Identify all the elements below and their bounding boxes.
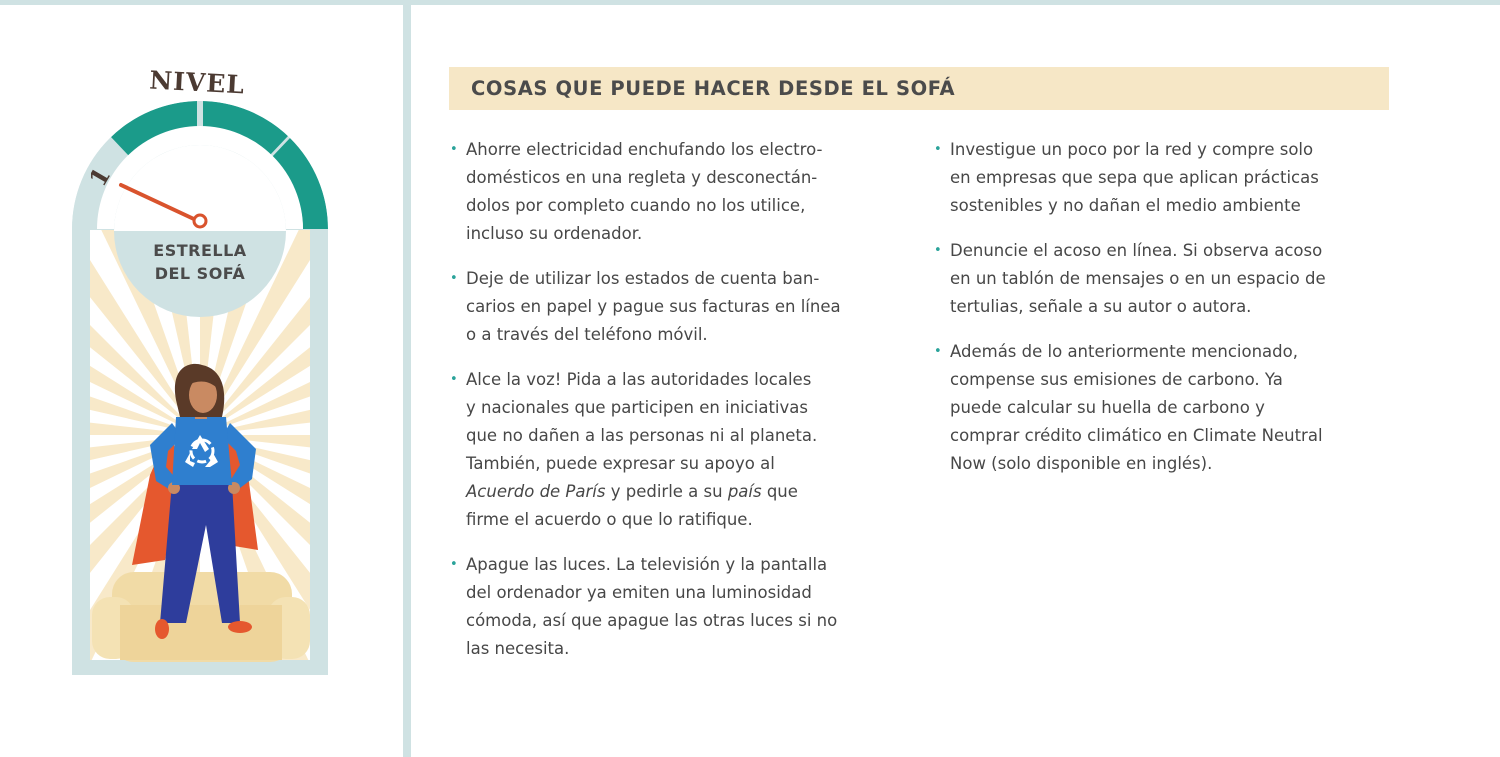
list-item: • Alce la voz! Pida a las autoridades locales y nacionales que participen en iniciativas que no dañen a las personas ni al planeta. También, puede expresar su apoyo al Acuerdo de París y pedirle a su país que firme el acuerdo o que lo ratifique. [449,366,901,534]
sofa [92,572,310,662]
superhero-illustration [0,5,403,757]
country-text: país [727,482,762,501]
list-item: • Investigue un poco por la red y compre solo en empresas que sepa que aplican prácticas sostenibles y no dañan el medio ambiente [933,136,1393,220]
level-number: 1 [82,162,117,192]
level-illustration [0,5,403,757]
bullet-icon: • [934,142,942,157]
section-header [449,67,1389,110]
list-item: • Apague las luces. La televisión y la pantalla del ordenador ya emiten una luminosidad cómoda, así que apague las otras luces si no las necesita. [449,551,901,663]
badge-line-2: DEL SOFÁ [154,264,246,283]
hero-torso [172,417,232,485]
gauge-pivot [194,215,206,227]
vertical-divider [403,0,411,757]
list-item: • Deje de utilizar los estados de cuenta ban- carios en papel y pague sus facturas en línea o a través del teléfono móvil. [449,265,901,349]
list-item: • Ahorre electricidad enchufando los electro- domésticos en una regleta y desconectán- dolos por completo cuando no los utilice, incluso su ordenador. [449,136,901,248]
bullet-icon: • [450,557,458,572]
list-item: • Denuncie el acoso en línea. Si observa acoso en un tablón de mensajes o en un espacio de tertulias, señale a su autor o autora. [933,237,1393,321]
bullet-icon: • [934,243,942,258]
paris-agreement-text: Acuerdo de París [466,482,606,501]
bullet-icon: • [450,271,458,286]
right-column [933,136,1393,495]
list-item: • Además de lo anteriormente mencionado, compense sus emisiones de carbono. Ya puede calcular su huella de carbono y comprar crédito climático en Climate Neutral Now (solo disponible en inglés). [933,338,1393,478]
left-column [449,136,901,680]
bullet-icon: • [934,344,942,359]
bullet-icon: • [450,372,458,387]
badge-line-1: ESTRELLA [153,241,247,260]
section-title: COSAS QUE PUEDE HACER DESDE EL SOFÁ [471,77,956,100]
bullet-icon: • [450,142,458,157]
level-label: NIVEL [148,65,246,100]
